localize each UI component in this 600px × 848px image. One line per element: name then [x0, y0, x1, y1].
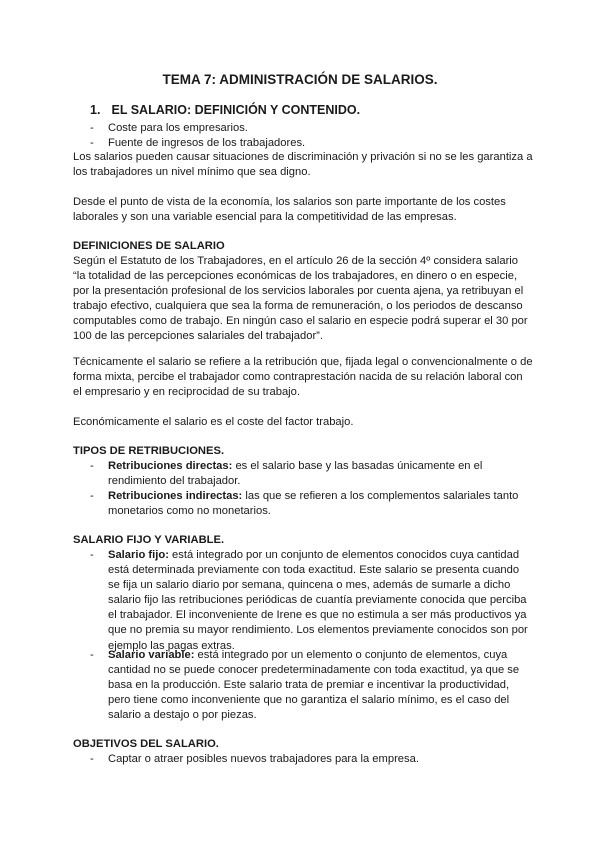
- subheading-fijo-variable: SALARIO FIJO Y VARIABLE.: [73, 534, 225, 546]
- paragraph: Los salarios pueden causar situaciones de discriminación y privación si no se les garantiza a los trabajadores un nivel mínimo que sea digno.: [73, 151, 533, 178]
- paragraph: Económicamente el salario es el coste del factor trabajo.: [73, 416, 354, 428]
- term: Retribuciones directas:: [108, 460, 233, 472]
- section-number: 1.: [90, 103, 101, 117]
- paragraph: Según el Estatuto de los Trabajadores, en el artículo 26 de la sección 4º considera salario “la totalidad de las percepciones económicas de los trabajadores, en dinero o en especie, por la presentación profesional de los servicios laborales por cuenta ajena, ya retribuyan el trabajo efectivo, cualquiera que sea la forma de remuneración, o los periodos de descanso computables como de trabajo. En ningún caso el salario en especie podrá superar el 30 por 100 de las percepciones salariales del trabajador”.: [73, 255, 528, 342]
- term: Salario fijo:: [108, 549, 169, 561]
- list-item: - Retribuciones directas: es el salario base y las basadas únicamente en el rendimiento del trabajador.: [90, 460, 483, 488]
- list-item-text: Coste para los empresarios.: [108, 122, 248, 134]
- subheading-definiciones: DEFINICIONES DE SALARIO: [73, 240, 225, 252]
- list-item: - Coste para los empresarios.: [90, 122, 248, 134]
- subheading-objetivos: OBJETIVOS DEL SALARIO.: [73, 738, 219, 750]
- term: Salario variable:: [108, 649, 195, 661]
- paragraph: Desde el punto de vista de la economía, los salarios son parte importante de los costes laborales y son una variable esencial para la competitividad de las empresas.: [73, 196, 506, 223]
- list-item: - Salario fijo: está integrado por un conjunto de elementos conocidos cuya cantidad está determinada previamente con toda exactitud. Este salario se presenta cuando se fija un salario diario por semana, quincena o mes, además de sumarle a dicho salario fijo las retribuciones periódicas de cuantía previamente conocida que perciba el trabajador. El inconveniente de Irene es que no estimula a ser más productivos ya que no premia su mayor rendimiento. Los elementos previamente conocidos son por ejemplo las pagas extras.: [90, 549, 528, 652]
- subheading-tipos: TIPOS DE RETRIBUCIONES.: [73, 445, 225, 457]
- list-item: - Captar o atraer posibles nuevos trabajadores para la empresa.: [90, 753, 419, 765]
- list-item-text: Fuente de ingresos de los trabajadores.: [108, 137, 306, 149]
- list-item: - Salario variable: está integrado por un elemento o conjunto de elementos, cuya cantidad no se puede conocer predeterminadamente con toda exactitud, ya que se basa en la producción. Este salario trata de premiar e incentivar la productividad, pero tiene como inconveniente que no garantiza el salario mínimo, es el caso del salario a destajo o por piezas.: [90, 649, 520, 722]
- page-title: TEMA 7: ADMINISTRACIÓN DE SALARIOS.: [162, 72, 438, 87]
- term: Retribuciones indirectas:: [108, 490, 243, 502]
- section-heading-text: EL SALARIO: DEFINICIÓN Y CONTENIDO.: [111, 103, 361, 117]
- paragraph: Técnicamente el salario se refiere a la retribución que, fijada legal o convencionalmente o de forma mixta, percibe el trabajador como contraprestación nacida de su relación laboral con el empresario y en reciprocidad de su trabajo.: [73, 356, 533, 398]
- list-item: - Retribuciones indirectas: las que se refieren a los complementos salariales tanto monetarios como no monetarios.: [90, 490, 519, 518]
- list-item: - Fuente de ingresos de los trabajadores.: [90, 137, 306, 149]
- section-heading: [90, 103, 360, 117]
